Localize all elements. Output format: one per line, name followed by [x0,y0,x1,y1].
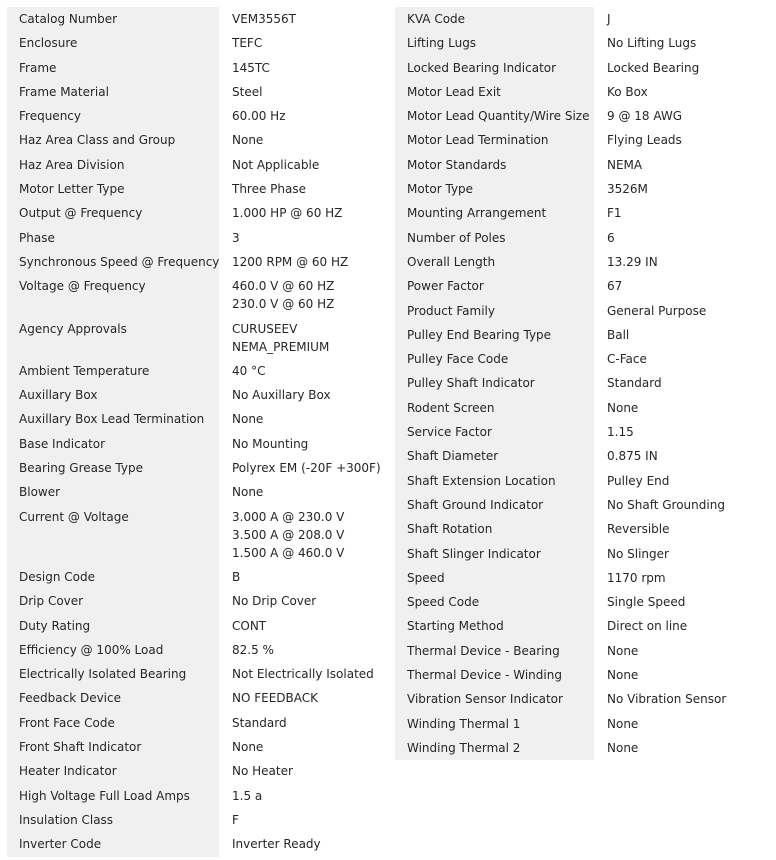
spec-value [219,480,389,504]
spec-value-line: TEFC [232,36,263,51]
spec-value [219,759,389,783]
spec-row-haz-area-class-and-group [7,128,389,152]
spec-row-speed-code [395,590,764,614]
spec-label: Number of Poles [395,226,594,250]
spec-label: Inverter Code [7,832,219,856]
spec-row-pulley-shaft-indicator [395,371,764,395]
spec-label: Output @ Frequency [7,201,219,225]
spec-value-line: 82.5 % [232,642,274,657]
spec-value [219,784,389,808]
spec-label: Haz Area Class and Group [7,128,219,152]
spec-row-thermal-device-bearing [395,639,764,663]
spec-value-line: Locked Bearing [607,60,700,75]
spec-value-line: None [232,740,264,755]
spec-label: Motor Type [395,177,594,201]
spec-row-design-code [7,565,389,589]
spec-label: Insulation Class [7,808,219,832]
spec-value [219,432,389,456]
spec-row-motor-type [395,177,764,201]
spec-row-efficiency-100-load [7,638,389,662]
spec-value [219,711,389,735]
spec-row-current-voltage [7,505,389,565]
spec-row-overall-length [395,250,764,274]
spec-label: Feedback Device [7,686,219,710]
spec-row-lifting-lugs [395,31,764,55]
spec-row-high-voltage-full-load-amps [7,784,389,808]
spec-label: Efficiency @ 100% Load [7,638,219,662]
spec-row-motor-lead-quantity-wire-size [395,104,764,128]
spec-value-line: Ko Box [607,84,648,99]
spec-label: Bearing Grease Type [7,456,219,480]
spec-row-electrically-isolated-bearing [7,662,389,686]
spec-value-line: 1.500 A @ 460.0 V [232,545,345,560]
spec-label: Overall Length [395,250,594,274]
spec-value-line: 0.875 IN [607,449,658,464]
spec-label: Enclosure [7,31,219,55]
spec-label: Base Indicator [7,432,219,456]
spec-row-shaft-diameter [395,444,764,468]
spec-value-line: NEMA [607,157,643,172]
spec-value-line: Three Phase [232,182,307,197]
spec-label: Front Shaft Indicator [7,735,219,759]
spec-label: Auxillary Box [7,383,219,407]
spec-value [219,808,389,832]
spec-row-shaft-slinger-indicator [395,542,764,566]
spec-row-shaft-rotation [395,517,764,541]
spec-row-winding-thermal-1 [395,712,764,736]
spec-row-auxillary-box [7,383,389,407]
spec-value-line: 40 °C [232,363,266,378]
spec-value-line: J [607,12,611,26]
spec-label: Ambient Temperature [7,359,219,383]
spec-row-number-of-poles [395,226,764,250]
spec-label: Design Code [7,565,219,589]
spec-value-line: 460.0 V @ 60 HZ [232,279,335,294]
spec-label: Pulley Face Code [395,347,594,371]
spec-value [594,420,764,444]
spec-value [594,7,764,31]
spec-label: Shaft Extension Location [395,469,594,493]
spec-value [594,517,764,541]
spec-label: Speed [395,566,594,590]
spec-label: Power Factor [395,274,594,298]
spec-value-line: Reversible [607,522,670,537]
spec-value [219,456,389,480]
spec-value-line: 1.000 HP @ 60 HZ [232,206,343,221]
spec-value-line: Direct on line [607,619,688,634]
spec-label: Shaft Slinger Indicator [395,542,594,566]
spec-value-line: None [232,485,264,500]
spec-value-line: Not Applicable [232,157,320,172]
spec-value-line: 145TC [232,60,270,75]
spec-value-line: No Heater [232,764,293,779]
spec-value-line: Not Electrically Isolated [232,667,374,682]
spec-label: Pulley End Bearing Type [395,323,594,347]
spec-value [594,201,764,225]
spec-row-service-factor [395,420,764,444]
spec-value [219,505,389,565]
spec-label: Product Family [395,299,594,323]
spec-label: Locked Bearing Indicator [395,56,594,80]
spec-label: Front Face Code [7,711,219,735]
spec-label: Electrically Isolated Bearing [7,662,219,686]
spec-value [219,201,389,225]
spec-label: Lifting Lugs [395,31,594,55]
spec-row-voltage-frequency [7,274,389,316]
spec-value-line: VEM3556T [232,12,297,26]
spec-row-motor-lead-exit [395,80,764,104]
spec-label: Shaft Ground Indicator [395,493,594,517]
spec-value-line: Steel [232,84,263,99]
spec-value [219,589,389,613]
spec-table-right [395,7,764,760]
spec-label: Frame Material [7,80,219,104]
spec-label: Mounting Arrangement [395,201,594,225]
spec-row-motor-lead-termination [395,128,764,152]
spec-row-duty-rating [7,614,389,638]
spec-label: Duty Rating [7,614,219,638]
spec-value-line: F1 [607,206,622,221]
spec-row-locked-bearing-indicator [395,56,764,80]
spec-value [594,153,764,177]
spec-row-kva-code [395,7,764,31]
spec-value-line: 1200 RPM @ 60 HZ [232,254,349,269]
spec-value [219,832,389,856]
spec-row-product-family [395,299,764,323]
spec-value-line: No Mounting [232,436,309,451]
spec-label: Synchronous Speed @ Frequency [7,250,219,274]
spec-value-line: None [607,643,639,658]
spec-value [594,80,764,104]
spec-value [594,493,764,517]
spec-label: Agency Approvals [7,317,219,359]
spec-row-enclosure [7,31,389,55]
spec-value-line: None [607,668,639,683]
spec-row-motor-letter-type [7,177,389,201]
spec-value [594,323,764,347]
spec-label: KVA Code [395,7,594,31]
spec-value [219,274,389,316]
spec-value [594,299,764,323]
spec-label: Rodent Screen [395,396,594,420]
spec-value-line: General Purpose [607,303,707,318]
spec-label: Frame [7,56,219,80]
spec-label: Motor Letter Type [7,177,219,201]
spec-value [219,662,389,686]
spec-value-line: Pulley End [607,473,670,488]
spec-value-line: None [607,400,639,415]
spec-row-winding-thermal-2 [395,736,764,760]
spec-row-frame [7,56,389,80]
spec-value-line: 9 @ 18 AWG [607,109,683,124]
spec-label: Motor Lead Termination [395,128,594,152]
spec-row-motor-standards [395,153,764,177]
spec-value [219,153,389,177]
spec-value [594,444,764,468]
spec-table-left [7,7,389,857]
spec-value [219,7,389,31]
spec-label: Phase [7,226,219,250]
spec-label: Shaft Diameter [395,444,594,468]
spec-label: Speed Code [395,590,594,614]
spec-value-line: 1170 rpm [607,570,666,585]
spec-row-bearing-grease-type [7,456,389,480]
spec-row-pulley-face-code [395,347,764,371]
spec-label: Vibration Sensor Indicator [395,687,594,711]
spec-row-blower [7,480,389,504]
spec-label: Motor Lead Quantity/Wire Size [395,104,594,128]
spec-value-line: None [232,133,264,148]
spec-value [219,31,389,55]
spec-row-insulation-class [7,808,389,832]
spec-value [594,542,764,566]
spec-row-vibration-sensor-indicator [395,687,764,711]
spec-row-mounting-arrangement [395,201,764,225]
spec-row-haz-area-division [7,153,389,177]
spec-row-synchronous-speed-frequency [7,250,389,274]
spec-value-line: 3.000 A @ 230.0 V [232,509,345,524]
spec-value-line: No Drip Cover [232,594,317,609]
spec-value [594,736,764,760]
spec-value-line: None [232,412,264,427]
spec-value [594,663,764,687]
spec-value [594,128,764,152]
spec-value [594,177,764,201]
spec-row-rodent-screen [395,396,764,420]
spec-label: Haz Area Division [7,153,219,177]
spec-row-inverter-code [7,832,389,856]
spec-row-ambient-temperature [7,359,389,383]
spec-value-line: None [607,716,639,731]
spec-label: Service Factor [395,420,594,444]
spec-row-shaft-extension-location [395,469,764,493]
spec-value [219,359,389,383]
spec-row-speed [395,566,764,590]
spec-row-drip-cover [7,589,389,613]
spec-value [594,104,764,128]
spec-value-line: CONT [232,618,267,633]
spec-value [219,735,389,759]
spec-row-auxillary-box-lead-termination [7,407,389,431]
spec-value [219,80,389,104]
spec-value [594,56,764,80]
spec-value [219,317,389,359]
spec-label: Shaft Rotation [395,517,594,541]
spec-value [219,56,389,80]
spec-label: Blower [7,480,219,504]
spec-value-line: NEMA_PREMIUM [232,339,330,354]
spec-label: High Voltage Full Load Amps [7,784,219,808]
spec-value-line: No Shaft Grounding [607,497,725,512]
spec-value [594,371,764,395]
spec-value-line: Standard [607,376,662,391]
spec-row-output-frequency [7,201,389,225]
spec-value [594,639,764,663]
spec-value-line: 3526M [607,182,648,197]
spec-row-frequency [7,104,389,128]
spec-value [219,226,389,250]
spec-value-line: 1.15 [607,425,634,440]
spec-value [219,565,389,589]
spec-label: Voltage @ Frequency [7,274,219,316]
spec-label: Winding Thermal 2 [395,736,594,760]
spec-label: Drip Cover [7,589,219,613]
spec-value-line: F [232,812,239,827]
spec-value [219,177,389,201]
spec-value-line: Flying Leads [607,133,682,148]
spec-value-line: C-Face [607,352,647,367]
spec-label: Thermal Device - Winding [395,663,594,687]
spec-value [219,104,389,128]
spec-row-heater-indicator [7,759,389,783]
spec-value [219,686,389,710]
spec-value [594,469,764,493]
spec-row-pulley-end-bearing-type [395,323,764,347]
spec-value-line: No Slinger [607,546,669,561]
spec-row-catalog-number [7,7,389,31]
spec-row-power-factor [395,274,764,298]
spec-row-base-indicator [7,432,389,456]
spec-value-line: Ball [607,327,630,342]
spec-row-frame-material [7,80,389,104]
spec-row-thermal-device-winding [395,663,764,687]
spec-value [219,638,389,662]
spec-label: Winding Thermal 1 [395,712,594,736]
spec-label: Auxillary Box Lead Termination [7,407,219,431]
spec-row-phase [7,226,389,250]
spec-value [219,407,389,431]
spec-value [594,566,764,590]
spec-value-line: No Lifting Lugs [607,36,697,51]
spec-value-line: 3.500 A @ 208.0 V [232,527,345,542]
spec-label: Thermal Device - Bearing [395,639,594,663]
spec-value-line: NO FEEDBACK [232,691,319,706]
spec-value [219,128,389,152]
spec-row-front-face-code [7,711,389,735]
spec-value-line: No Auxillary Box [232,388,331,403]
spec-label: Frequency [7,104,219,128]
spec-value [594,250,764,274]
spec-row-starting-method [395,614,764,638]
spec-row-agency-approvals [7,317,389,359]
spec-value [594,712,764,736]
spec-value-line: No Vibration Sensor [607,692,727,707]
spec-value-line: Inverter Ready [232,837,321,852]
spec-value [594,347,764,371]
spec-value [594,396,764,420]
spec-value [594,687,764,711]
spec-value-line: Single Speed [607,595,686,610]
spec-value-line: 13.29 IN [607,254,658,269]
spec-value-line: CURUSEEV [232,321,298,336]
spec-value-line: B [232,569,241,584]
spec-label: Current @ Voltage [7,505,219,565]
spec-value-line: 1.5 a [232,788,263,803]
spec-value [219,250,389,274]
spec-value-line: 6 [607,230,615,245]
spec-value [594,614,764,638]
spec-value [594,274,764,298]
spec-row-shaft-ground-indicator [395,493,764,517]
spec-label: Motor Standards [395,153,594,177]
spec-value [219,614,389,638]
spec-value-line: 3 [232,230,240,245]
spec-value-line: 60.00 Hz [232,109,286,124]
spec-value [594,31,764,55]
spec-value-line: Polyrex EM (-20F +300F) [232,461,381,476]
spec-label: Catalog Number [7,7,219,31]
spec-label: Motor Lead Exit [395,80,594,104]
spec-value-line: 230.0 V @ 60 HZ [232,297,335,312]
spec-label: Pulley Shaft Indicator [395,371,594,395]
spec-label: Starting Method [395,614,594,638]
spec-value-line: None [607,740,639,755]
spec-label: Heater Indicator [7,759,219,783]
spec-value-line: Standard [232,715,287,730]
spec-value-line: 67 [607,279,623,294]
spec-value [594,590,764,614]
spec-value [594,226,764,250]
spec-row-front-shaft-indicator [7,735,389,759]
spec-value [219,383,389,407]
spec-row-feedback-device [7,686,389,710]
